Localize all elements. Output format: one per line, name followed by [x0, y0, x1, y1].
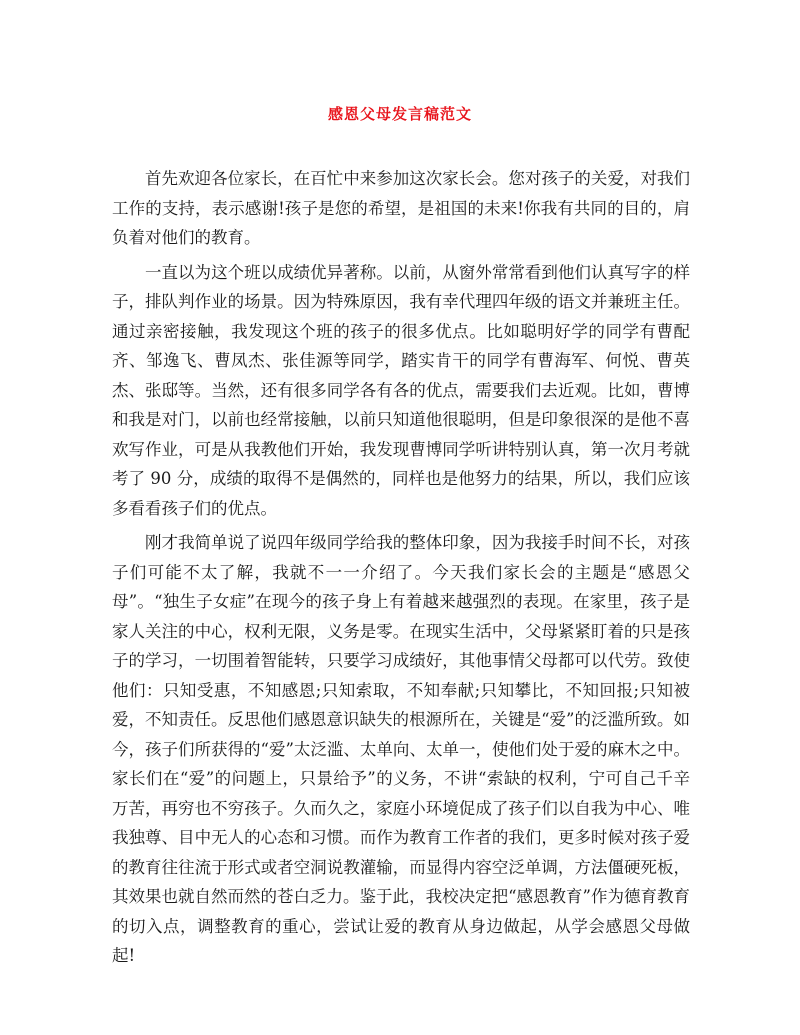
document-title: 感恩父母发言稿范文	[327, 105, 472, 123]
paragraph-2: 一直以为这个班以成绩优异著称。以前，从窗外常常看到他们认真写字的样子，排队判作业的场景。因为特殊原因，我有幸代理四年级的语文并兼班主任。通过亲密接触，我发现这个班的孩子的很多优点。比如聪明好学的同学有曹配齐、邹逸飞、曹凤杰、张佳源等同学，踏实肯干的同学有曹海军、何悦、曹英杰、张邸等。当然，还有很多同学各有各的优点，需要我们去近观。比如，曹博和我是对门，以前也经常接触，以前只知道他很聪明，但是印象很深的是他不喜欢写作业，可是从我教他们开始，我发现曹博同学听讲特别认真，第一次月考就考了 90 分，成绩的取得不是偶然的，同样也是他努力的结果，所以，我们应该多看看孩子们的优点。	[112, 262, 690, 518]
paragraph-3: 刚才我简单说了说四年级同学给我的整体印象，因为我接手时间不长，对孩子们可能不太了解，我就不一一介绍了。今天我们家长会的主题是“感恩父母”。“独生子女症”在现今的孩子身上有着越来越强烈的表现。在家里，孩子是家人关注的中心，权利无限，义务是零。在现实生活中，父母紧紧盯着的只是孩子的学习，一切围着智能转，只要学习成绩好，其他事情父母都可以代劳。致使他们：只知受惠，不知感恩;只知索取，不知奉献;只知攀比，不知回报;只知被爱，不知责任。反思他们感恩意识缺失的根源所在，关键是“爱”的泛滥所致。如今，孩子们所获得的“爱”太泛滥、太单向、太单一，使他们处于爱的麻木之中。家长们在“爱”的问题上，只景给予”的义务，不讲“索缺的权利，宁可自己千辛万苦，再穷也不穷孩子。久而久之，家庭小环境促成了孩子们以自我为中心、唯我独尊、目中无人的心态和习惯。而作为教育工作者的我们，更多时候对孩子爱的教育往往流于形式或者空洞说教灌输，而显得内容空泛单调，方法僵硬死板，其效果也就自然而然的苍白乏力。鉴于此，我校决定把“感恩教育”作为德育教育的切入点，调整教育的重心，尝试让爱的教育从身边做起，从学会感恩父母做起!	[112, 533, 690, 965]
paragraph-1: 首先欢迎各位家长，在百忙中来参加这次家长会。您对孩子的关爱，对我们工作的支持，表示感谢!孩子是您的希望，是祖国的未来!你我有共同的目的，肩负着对他们的教育。	[112, 169, 690, 247]
document-body	[112, 164, 690, 976]
